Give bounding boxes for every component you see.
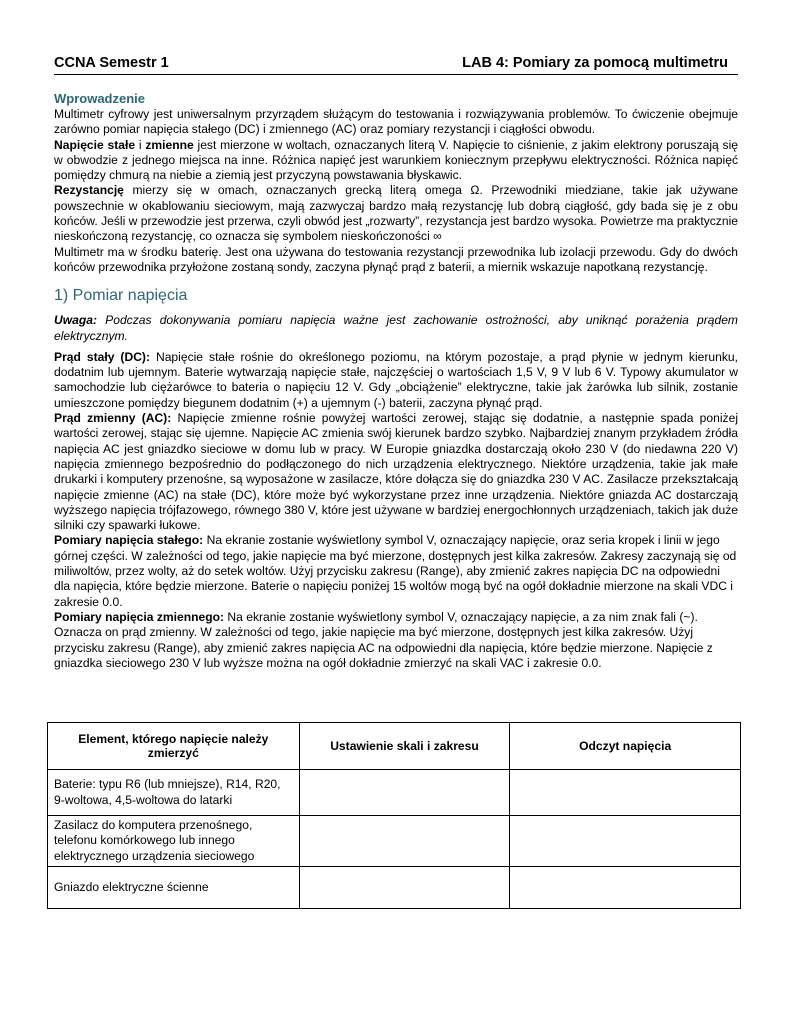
section-heading: 1) Pomiar napięcia bbox=[54, 287, 188, 305]
intro-paragraph-3 bbox=[54, 183, 738, 244]
text-run: jest mierzone w woltach, oznaczanych literą V. Napięcie to ciśnienie, z jakim elektrony poruszają się w obwodzie z jednego miejsca na inne. Różnica napięć jest warunkiem koniecznym przepływu elektryczności. Różnica napięć pomiędzy chmurą na niebie a ziemią jest przyczyną powstawania błyskawic. bbox=[54, 137, 738, 183]
voltage-reading-cell[interactable] bbox=[510, 866, 741, 908]
term-ac: zmienne bbox=[145, 137, 194, 152]
intro-paragraph-2 bbox=[54, 138, 738, 184]
dc-paragraph bbox=[54, 350, 738, 411]
measurement-table bbox=[47, 722, 741, 909]
element-cell: Gniazdo elektryczne ścienne bbox=[48, 866, 300, 908]
dc-measure-paragraph bbox=[54, 533, 738, 609]
intro-heading: Wprowadzenie bbox=[54, 91, 146, 106]
text-run: Na ekranie zostanie wyświetlony symbol V, oznaczający napięcie, a za nim znak fali (~). Oznacza on prąd zmienny. W zależności od tego, jakie napięcie ma być mierzone, dostępnych jest kilka zakresów. Użyj przycisku zakresu (Range), aby zmienić zakres napięcia AC na odpowiedni dla napięcia, które będzie mierzone. Napięcie z gniazdka sieciowego 230 V lub wyższe można na ogół dokładnie zmierzyć na skali VAC i zakresie 0.0. bbox=[54, 609, 713, 670]
table-header-row bbox=[48, 723, 741, 770]
term-resistance: Rezystancję bbox=[54, 183, 124, 198]
table-row bbox=[48, 816, 741, 867]
scale-range-cell[interactable] bbox=[299, 866, 510, 908]
table-row bbox=[48, 866, 741, 908]
dc-measure-term: Pomiary napięcia stałego: bbox=[54, 533, 204, 548]
term-dc: Napięcie stałe bbox=[54, 137, 136, 152]
warning-note bbox=[54, 313, 738, 344]
text-run: mierzy się w omach, oznaczanych grecką literą omega Ω. Przewodniki miedziane, takie jak używane powszechnie w okablowaniu sieciowym, mają zazwyczaj bardzo małą rezystancję lub dobrą ciągłość, gdy bada się je z obu końców. Jeśli w przewodzie jest przerwa, czyli obwód jest „rozwarty”, rezystancja jest bardzo wysoka. Powietrze ma praktycznie nieskończoną rezystancję, co oznacza się symbolem nieskończoności ∞ bbox=[54, 183, 738, 244]
intro-paragraph-1: Multimetr cyfrowy jest uniwersalnym przyrządem służącym do testowania i rozwiązywania problemów. To ćwiczenie obejmuje zarówno pomiar napięcia stałego (DC) i zmiennego (AC) oraz pomiary rezystancji i ciągłości obwodu. bbox=[54, 107, 738, 137]
document-body bbox=[54, 91, 738, 671]
ac-measure-term: Pomiary napięcia zmiennego: bbox=[54, 609, 225, 624]
text-run: Na ekranie zostanie wyświetlony symbol V, oznaczający napięcie, oraz seria kropek i linii w jego górnej części. W zależności od tego, jakie napięcie ma być mierzone, dostępnych jest kilka zakresów. Zakresy zaczynają się od miliwoltów, przez wolty, aż do setek woltów. Użyj przycisku zakresu (Range), aby zmienić zakres napięcia DC na odpowiedni dla napięcia, które będzie mierzone. Baterie o napięciu poniżej 15 woltów mogą być na ogół dokładnie mierzone na skali VDC i zakresie 0.0. bbox=[54, 533, 737, 609]
text-run: Napięcie stałe rośnie do określonego poziomu, na którym pozostaje, a prąd płynie w jednym kierunku, dodatnim lub ujemnym. Baterie wytwarzają napięcie stałe, najczęściej o wartościach 1,5 V, 9 V lub 6 V. Typowy akumulator w samochodzie lub ciężarówce to bateria o napięciu 12 V. Gdy „obciążenie” elektryczne, takie jak żarówka lub silnik, zostanie umieszczone pomiędzy biegunem dodatnim (+) a ujemnym (-) baterii, zaczyna płynąć prąd. bbox=[54, 349, 738, 410]
scale-range-cell[interactable] bbox=[299, 770, 510, 816]
course-title: CCNA Semestr 1 bbox=[54, 55, 169, 71]
scale-range-cell[interactable] bbox=[299, 816, 510, 867]
text-run: i bbox=[135, 137, 146, 152]
table-row bbox=[48, 770, 741, 816]
voltage-reading-cell[interactable] bbox=[510, 770, 741, 816]
lab-title: LAB 4: Pomiary za pomocą multimetru bbox=[462, 55, 728, 71]
element-cell: Zasilacz do komputera przenośnego, telefonu komórkowego lub innego elektrycznego urządzenia sieciowego bbox=[48, 816, 300, 867]
text-run: Napięcie zmienne rośnie powyżej wartości zerowej, stając się dodatnie, a następnie spada poniżej wartości zerowej, stając się ujemne. Napięcie AC zmienia swój kierunek bardzo szybko. Najbardziej znanym przykładem źródła napięcia AC jest gniazdko sieciowe w domu lub w pracy. W Europie gniazdka dostarczają około 230 V (do niedawna 220 V) napięcia zmiennego bezpośrednio do podłączonego do nich urządzenia elektrycznego. Niektóre urządzenia, takie jak małe drukarki i komputery przenośne, są wyposażone w zasilacze, które dołącza się do gniazdka 230 V AC. Zasilacze przekształcają napięcie zmienne (AC) na stałe (DC), które może być wykorzystane przez inne urządzenia. Niektóre gniazda AC dostarczają wyższego napięcia trójfazowego, równego 380 V, które jest używane w bardziej energochłonnych urządzeniach, takich jak duże silniki czy spawarki łukowe. bbox=[54, 411, 739, 533]
header-element: Element, którego napięcie należy zmierzyć bbox=[48, 723, 300, 770]
header-voltage-reading: Odczyt napięcia bbox=[510, 723, 741, 770]
element-cell: Baterie: typu R6 (lub mniejsze), R14, R20, 9-woltowa, 4,5-woltowa do latarki bbox=[48, 770, 300, 816]
ac-paragraph bbox=[54, 411, 738, 533]
warning-label: Uwaga: bbox=[54, 313, 98, 328]
ac-measure-paragraph bbox=[54, 610, 738, 671]
ac-term: Prąd zmienny (AC): bbox=[54, 411, 172, 426]
text-run: Podczas dokonywania pomiaru napięcia ważne jest zachowanie ostrożności, aby uniknąć porażenia prądem elektrycznym. bbox=[54, 313, 738, 343]
page-header bbox=[54, 54, 738, 75]
header-scale-range: Ustawienie skali i zakresu bbox=[299, 723, 510, 770]
dc-term: Prąd stały (DC): bbox=[54, 349, 150, 364]
intro-paragraph-4: Multimetr ma w środku baterię. Jest ona używana do testowania rezystancji przewodnika lub izolacji przewodu. Gdy do dwóch końców przewodnika przyłożone zostaną sondy, zaczyna płynąć prąd z baterii, a miernik wskazuje napotkaną rezystancję. bbox=[54, 244, 738, 274]
voltage-reading-cell[interactable] bbox=[510, 816, 741, 867]
